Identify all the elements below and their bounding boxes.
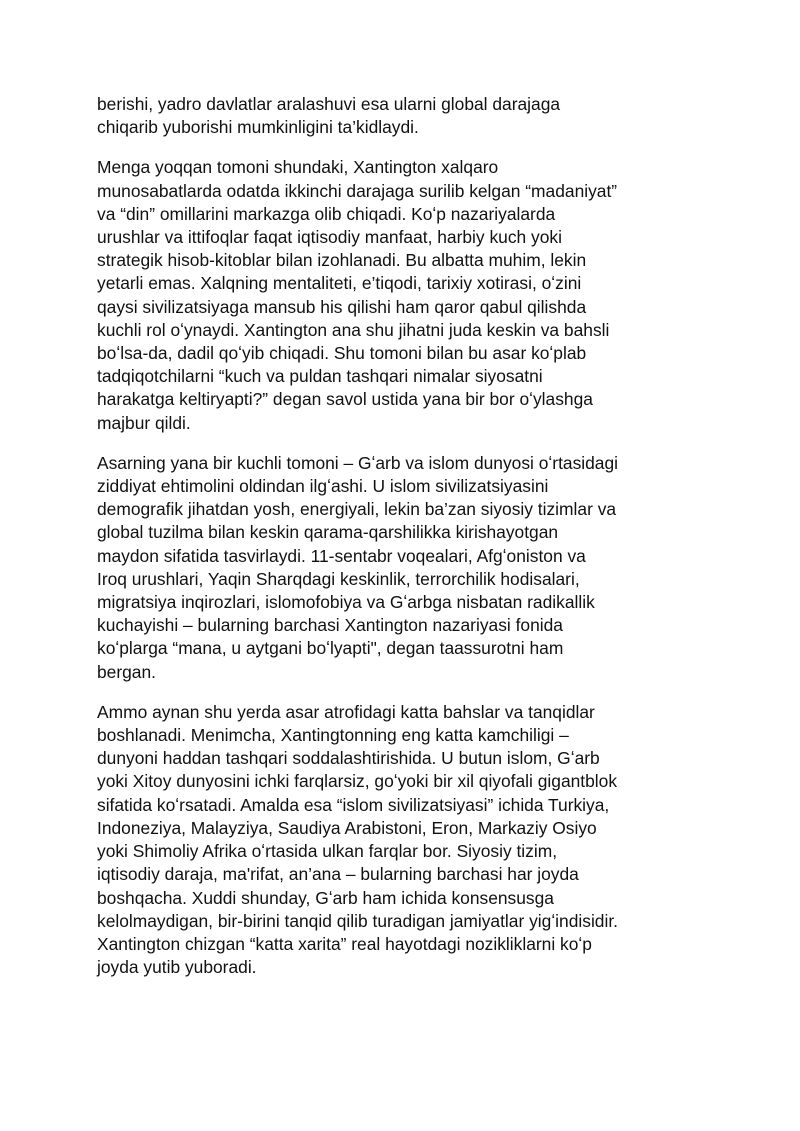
text-line: boʻlsa-da, dadil qoʻyib chiqadi. Shu tomoni bilan bu asar koʻplab — [97, 343, 587, 364]
text-line: chiqarib yuborishi mumkinligini ta’kidlaydi. — [97, 117, 419, 138]
text-line: iqtisodiy daraja, ma'rifat, an’ana – bularning barchasi har joyda — [97, 864, 579, 885]
paragraph-1 — [97, 93, 717, 139]
text-line: harakatga keltiryapti?” degan savol ustida yana bir bor oʻylashga — [97, 389, 593, 410]
paragraph-4 — [97, 701, 717, 979]
text-line: Iroq urushlari, Yaqin Sharqdagi keskinlik, terrorchilik hodisalari, — [97, 568, 580, 589]
text-line: Asarning yana bir kuchli tomoni – Gʻarb va islom dunyosi oʻrtasidagi — [97, 452, 619, 473]
text-line: strategik hisob-kitoblar bilan izohlanadi. Bu albatta muhim, lekin — [97, 250, 587, 271]
text-line: majbur qildi. — [97, 412, 191, 433]
text-line: maydon sifatida tasvirlaydi. 11-sentabr voqealari, Afgʻoniston va — [97, 545, 586, 566]
text-line: Menga yoqqan tomoni shundaki, Xantington xalqaro — [97, 157, 499, 178]
text-line: munosabatlarda odatda ikkinchi darajaga surilib kelgan “madaniyat” — [97, 180, 618, 201]
text-line: kelolmaydigan, bir-birini tanqid qilib turadigan jamiyatlar yigʻindisidir. — [97, 910, 619, 931]
text-line: koʻplarga “mana, u aytgani boʻlyapti", degan taassurotni ham — [97, 638, 564, 659]
document-page — [97, 93, 717, 996]
text-line: kuchli rol oʻynaydi. Xantington ana shu jihatni juda keskin va bahsli — [97, 319, 610, 340]
text-line: migratsiya inqirozlari, islomofobiya va Gʻarbga nisbatan radikallik — [97, 592, 595, 613]
text-line: Indoneziya, Malayziya, Saudiya Arabistoni, Eron, Markaziy Osiyo — [97, 817, 597, 838]
text-line: Xantington chizgan “katta xarita” real hayotdagi nozikliklarni koʻp — [97, 933, 592, 954]
text-line: demografik jihatdan yosh, energiyali, lekin ba’zan siyosiy tizimlar va — [97, 499, 617, 520]
text-line: bergan. — [97, 661, 156, 682]
text-line: qaysi sivilizatsiyaga mansub his qilishi ham qaror qabul qilishda — [97, 296, 587, 317]
text-line: tadqiqotchilarni “kuch va puldan tashqari nimalar siyosatni — [97, 366, 543, 387]
text-line: yetarli emas. Xalqning mentaliteti, e’tiqodi, tarixiy xotirasi, oʻzini — [97, 273, 582, 294]
text-line: ziddiyat ehtimolini oldindan ilgʻashi. U islom sivilizatsiyasini — [97, 476, 549, 497]
text-line: dunyoni haddan tashqari soddalashtirishida. U butun islom, Gʻarb — [97, 748, 600, 769]
text-line: va “din” omillarini markazga olib chiqadi. Koʻp nazariyalarda — [97, 203, 556, 224]
text-line: yoki Xitoy dunyosini ichki farqlarsiz, goʻyoki bir xil qiyofali gigantblok — [97, 771, 618, 792]
text-line: sifatida koʻrsatadi. Amalda esa “islom sivilizatsiyasi” ichida Turkiya, — [97, 794, 610, 815]
text-line: urushlar va ittifoqlar faqat iqtisodiy manfaat, harbiy kuch yoki — [97, 227, 562, 248]
paragraph-2 — [97, 156, 717, 434]
paragraph-3 — [97, 452, 717, 684]
text-line: global tuzilma bilan keskin qarama-qarshilikka kirishayotgan — [97, 522, 559, 543]
text-line: kuchayishi – bularning barchasi Xantington nazariyasi fonida — [97, 615, 563, 636]
text-line: Ammo aynan shu yerda asar atrofidagi katta bahslar va tanqidlar — [97, 701, 595, 722]
text-line: joyda yutib yuboradi. — [97, 957, 257, 978]
text-line: boshlanadi. Menimcha, Xantingtonning eng katta kamchiligi – — [97, 725, 569, 746]
text-line: berishi, yadro davlatlar aralashuvi esa ularni global darajaga — [97, 94, 561, 114]
text-line: boshqacha. Xuddi shunday, Gʻarb ham ichida konsensusga — [97, 887, 554, 908]
text-line: yoki Shimoliy Afrika oʻrtasida ulkan farqlar bor. Siyosiy tizim, — [97, 841, 558, 862]
